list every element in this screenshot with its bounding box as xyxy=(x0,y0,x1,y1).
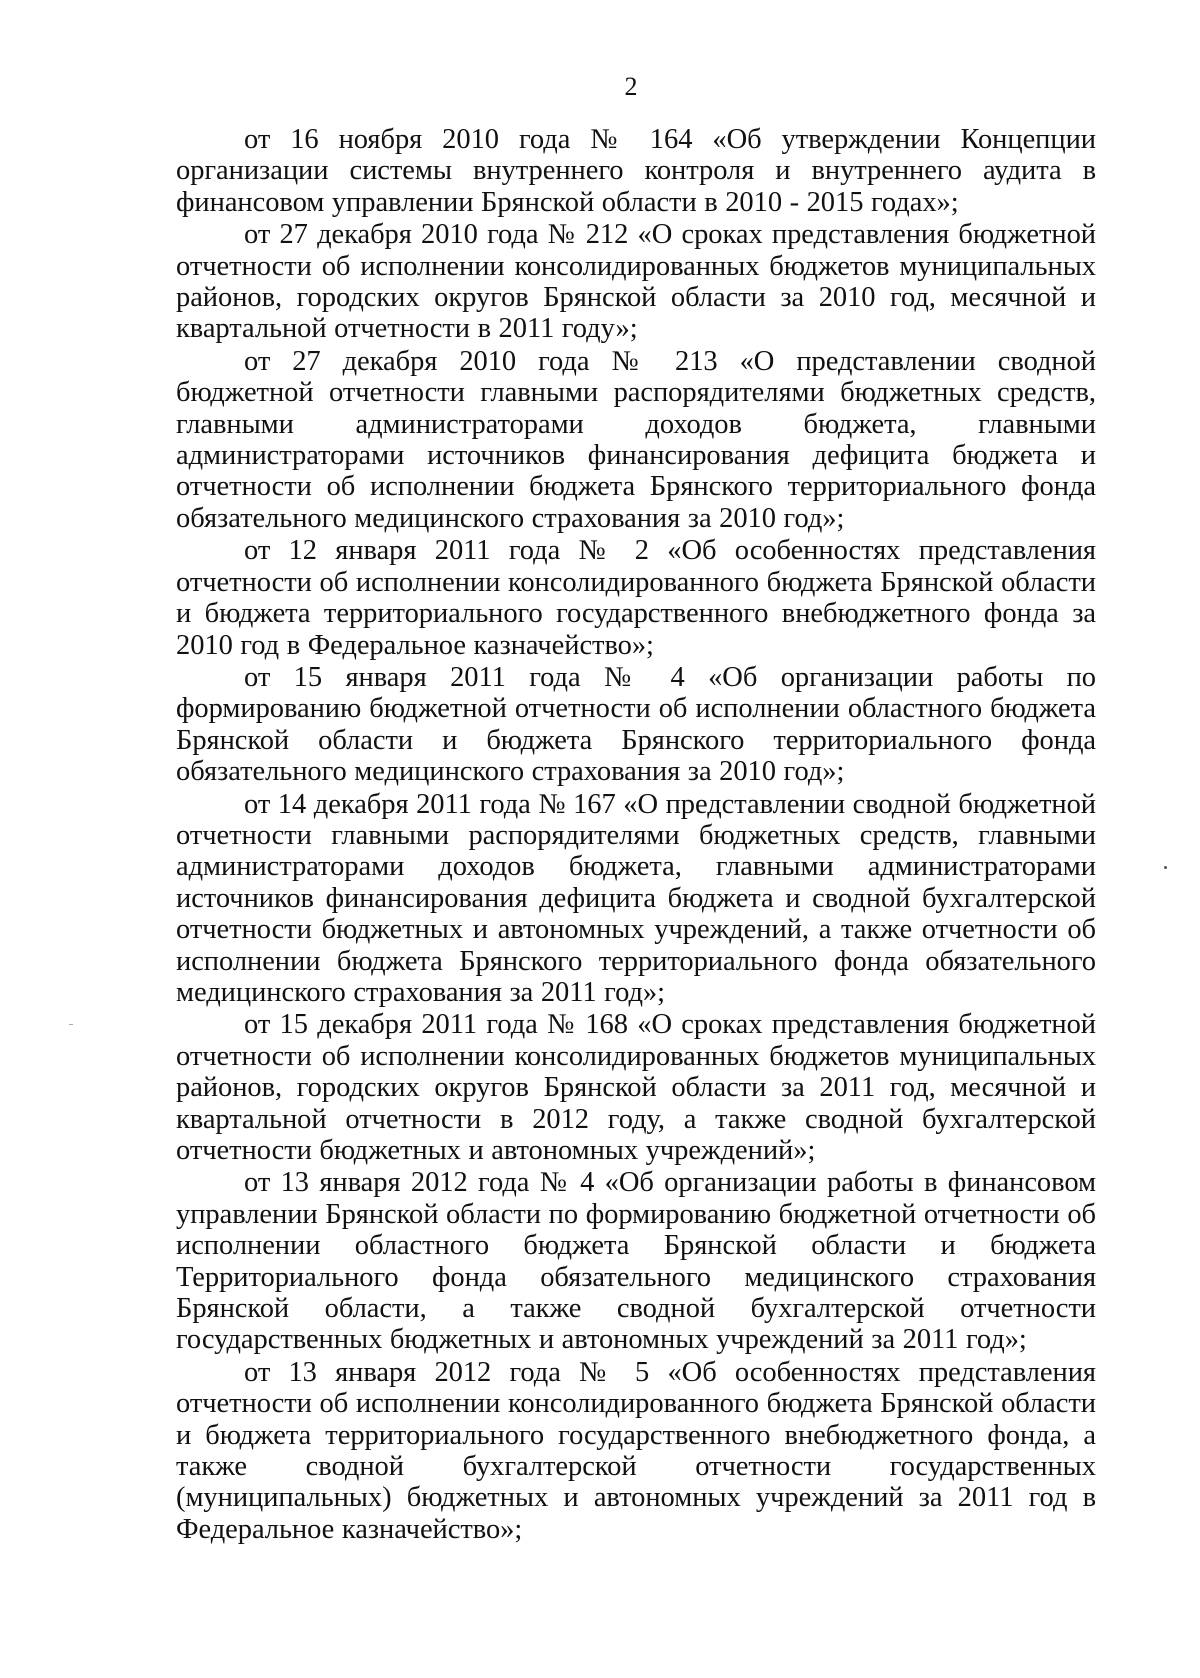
paragraph-order-213: от 27 декабря 2010 года № 213 «О представлении сводной бюджетной отчетности главными распорядителями бюджетных средств, главными администраторами доходов бюджета, главными администраторами источников финансирования дефицита бюджета и отчетности об исполнении бюджета Брянского территориального фонда обязательного медицинского страхования за 2010 год»; xyxy=(176,345,1096,534)
page-number: 2 xyxy=(624,72,638,101)
paragraph-order-5: от 13 января 2012 года № 5 «Об особенностях представления отчетности об исполнении консолидированного бюджета Брянской области и бюджета территориального государственного внебюджетного фонда, а также сводной бухгалтерской отчетности государственных (муниципальных) бюджетных и автономных учреждений за 2011 год в Федеральное казначейство»; xyxy=(176,1356,1096,1545)
paragraph-order-168: от 15 декабря 2011 года № 168 «О сроках представления бюджетной отчетности об исполнении консолидированных бюджетов муниципальных районов, городских округов Брянской области за 2011 год, месячной и квартальной отчетности в 2012 году, а также сводной бухгалтерской отчетности бюджетных и автономных учреждений»; xyxy=(176,1009,1096,1166)
paragraph-order-2: от 12 января 2011 года № 2 «Об особенностях представления отчетности об исполнении консолидированного бюджета Брянской области и бюджета территориального государственного внебюджетного фонда за 2010 год в Федеральное казначейство»; xyxy=(176,535,1096,661)
paragraph-order-4-2011: от 15 января 2011 года № 4 «Об организации работы по формированию бюджетной отчетности об исполнении областного бюджета Брянской области и бюджета Брянского территориального фонда обязательного медицинского страхования за 2010 год»; xyxy=(176,661,1096,788)
document-body xyxy=(176,124,1096,1546)
paragraph-order-212: от 27 декабря 2010 года № 212 «О сроках представления бюджетной отчетности об исполнении консолидированных бюджетов муниципальных районов, городских округов Брянской области за 2010 год, месячной и квартальной отчетности в 2011 году»; xyxy=(176,219,1096,345)
scan-mark xyxy=(69,1024,73,1025)
paragraph-order-4-2012: от 13 января 2012 года № 4 «Об организации работы в финансовом управлении Брянской области по формированию бюджетной отчетности об исполнении областного бюджета Брянской области и бюджета Территориального фонда обязательного медицинского страхования Брянской области, а также сводной бухгалтерской отчетности государственных бюджетных и автономных учреждений за 2011 год»; xyxy=(176,1167,1096,1356)
paragraph-order-164: от 16 ноября 2010 года № 164 «Об утверждении Концепции организации системы внутреннего контроля и внутреннего аудита в финансовом управлении Брянской области в 2010 - 2015 годах»; xyxy=(176,124,1096,218)
scan-speck xyxy=(1164,866,1167,869)
paragraph-order-167: от 14 декабря 2011 года № 167 «О представлении сводной бюджетной отчетности главными распорядителями бюджетных средств, главными администраторами доходов бюджета, главными администраторами источников финансирования дефицита бюджета и сводной бухгалтерской отчетности бюджетных и автономных учреждений, а также отчетности об исполнении бюджета Брянского территориального фонда обязательного медицинского страхования за 2011 год»; xyxy=(176,788,1096,1008)
